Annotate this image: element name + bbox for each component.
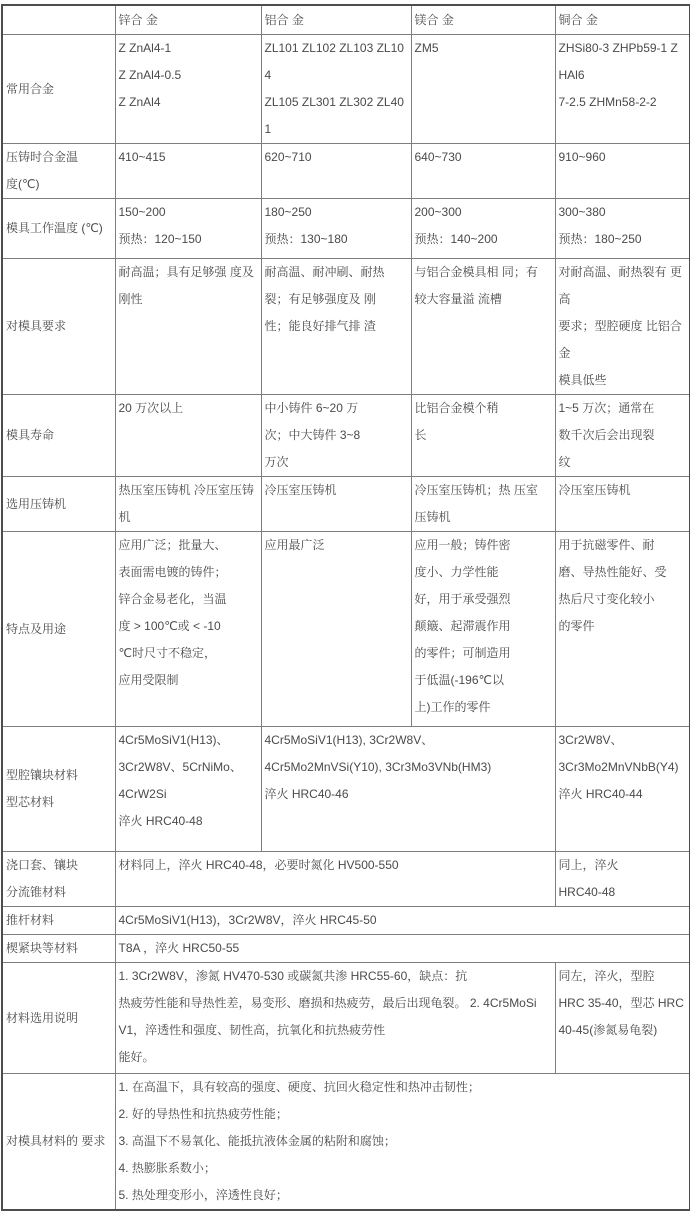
die-casting-alloy-table	[1, 4, 690, 1211]
row-mold-working-temp	[2, 199, 690, 259]
row-label-mold-material-requirements: 对模具材料的 要求	[2, 1074, 115, 1211]
cell-sprue-bush-spreader-zn-al-mg: 材料同上，淬火 HRC40-48，必要时氮化 HV500-550	[115, 852, 555, 907]
cell-ejector-pin-all: 4Cr5MoSiV1(H13)，3Cr2W8V，淬火 HRC45-50	[115, 907, 690, 935]
row-label-mold-requirements: 对模具要求	[2, 259, 115, 395]
row-mold-material-requirements	[2, 1074, 690, 1211]
row-label-features-usage: 特点及用途	[2, 532, 115, 727]
row-label-ejector-pin: 推杆材料	[2, 907, 115, 935]
cell-material-selection-notes-zn-al-mg: 1. 3Cr2W8V，渗氮 HV470-530 或碳氮共渗 HRC55-60，缺点：抗 热疲劳性能和导热性差，易变形、磨损和热疲劳，最后出现龟裂。 2. 4Cr5MoSi V1，淬透性和强度、韧性高，抗氧化和抗热疲劳性 能好。	[115, 963, 555, 1074]
column-header-copper: 铜合 金	[555, 5, 690, 35]
cell-features-usage-copper: 用于抗磁零件、耐 磨、导热性能好、受 热后尺寸变化较小 的零件	[555, 532, 690, 727]
cell-mold-life-aluminum: 中小铸件 6~20 万 次；中大铸件 3~8 万次	[261, 395, 411, 477]
row-label-material-selection-notes: 材料选用说明	[2, 963, 115, 1074]
row-common-alloys	[2, 35, 690, 144]
cell-mold-working-temp-copper: 300~380 预热：180~250	[555, 199, 690, 259]
row-label-mold-working-temp: 模具工作温度 (℃)	[2, 199, 115, 259]
cell-mold-working-temp-aluminum: 180~250 预热：130~180	[261, 199, 411, 259]
column-header-zinc: 锌合 金	[115, 5, 261, 35]
row-wedge-block	[2, 935, 690, 963]
row-material-selection-notes	[2, 963, 690, 1074]
cell-mold-life-zinc: 20 万次以上	[115, 395, 261, 477]
cell-features-usage-magnesium: 应用一般；铸件密 度小、力学性能 好，用于承受强烈 颠簸、起滞震作用 的零件；可制造用 于低温(-196℃以 上)工作的零件	[411, 532, 555, 727]
cell-mold-requirements-magnesium: 与铝合金模具相 同；有 较大容量溢 流槽	[411, 259, 555, 395]
row-ejector-pin	[2, 907, 690, 935]
row-casting-temp	[2, 144, 690, 199]
row-mold-life	[2, 395, 690, 477]
row-features-usage	[2, 532, 690, 727]
row-cavity-insert-core	[2, 727, 690, 852]
cell-mold-requirements-copper: 对耐高温、耐热裂有 更高 要求；型腔硬度 比铝合金 模具低些	[555, 259, 690, 395]
cell-common-alloys-aluminum: ZL101 ZL102 ZL103 ZL104 ZL105 ZL301 ZL302 ZL401	[261, 35, 411, 144]
row-label-cavity-insert-core: 型腔镶块材料 型芯材料	[2, 727, 115, 852]
cell-mold-life-magnesium: 比铝合金模个稍 长	[411, 395, 555, 477]
row-label-casting-temp: 压铸时合金温 度(℃)	[2, 144, 115, 199]
cell-casting-temp-copper: 910~960	[555, 144, 690, 199]
cell-cavity-insert-core-aluminum-magnesium: 4Cr5MoSiV1(H13), 3Cr2W8V、 4Cr5Mo2MnVSi(Y10), 3Cr3Mo3VNb(HM3) 淬火 HRC40-46	[261, 727, 555, 852]
cell-mold-material-requirements-all: 1. 在高温下，具有较高的强度、硬度、抗回火稳定性和热冲击韧性； 2. 好的导热性和抗热疲劳性能； 3. 高温下不易氧化、能抵抗液体金属的粘附和腐蚀； 4. 热膨胀系数小； 5. 热处理变形小，淬透性良好；	[115, 1074, 690, 1211]
row-mold-requirements	[2, 259, 690, 395]
cell-features-usage-zinc: 应用广泛；批量大、 表面需电镀的铸件； 锌合金易老化，当温 度 > 100℃或 < -10 ℃时尺寸不稳定， 应用受限制	[115, 532, 261, 727]
cell-cavity-insert-core-zinc: 4Cr5MoSiV1(H13)、 3Cr2W8V、5CrNiMo、 4CrW2Si 淬火 HRC40-48	[115, 727, 261, 852]
cell-mold-working-temp-magnesium: 200~300 预热：140~200	[411, 199, 555, 259]
cell-sprue-bush-spreader-copper: 同上，淬火 HRC40-48	[555, 852, 690, 907]
row-label-machine-selection: 选用压铸机	[2, 477, 115, 532]
column-header-aluminum: 铝合 金	[261, 5, 411, 35]
cell-material-selection-notes-copper: 同左，淬火，型腔 HRC 35-40，型芯 HRC 40-45(渗氮易龟裂)	[555, 963, 690, 1074]
cell-common-alloys-copper: ZHSi80-3 ZHPb59-1 ZHAl6 7-2.5 ZHMn58-2-2	[555, 35, 690, 144]
cell-casting-temp-zinc: 410~415	[115, 144, 261, 199]
corner-cell	[2, 5, 115, 35]
row-sprue-bush-spreader	[2, 852, 690, 907]
header-row	[2, 5, 690, 35]
cell-machine-selection-zinc: 热压室压铸机 冷压室压铸 机	[115, 477, 261, 532]
cell-machine-selection-copper: 冷压室压铸机	[555, 477, 690, 532]
cell-cavity-insert-core-copper: 3Cr2W8V、 3Cr3Mo2MnVNbB(Y4) 淬火 HRC40-44	[555, 727, 690, 852]
cell-wedge-block-all: T8A ，淬火 HRC50-55	[115, 935, 690, 963]
row-machine-selection	[2, 477, 690, 532]
cell-machine-selection-magnesium: 冷压室压铸机；热 压室 压铸机	[411, 477, 555, 532]
cell-casting-temp-magnesium: 640~730	[411, 144, 555, 199]
row-label-wedge-block: 楔紧块等材料	[2, 935, 115, 963]
cell-mold-requirements-aluminum: 耐高温、耐冲刷、耐热 裂；有足够强度及 刚 性；能良好排气排 渣	[261, 259, 411, 395]
cell-machine-selection-aluminum: 冷压室压铸机	[261, 477, 411, 532]
row-label-sprue-bush-spreader: 浇口套、镶块 分流锥材料	[2, 852, 115, 907]
cell-mold-requirements-zinc: 耐高温；具有足够强 度及 刚性	[115, 259, 261, 395]
cell-mold-working-temp-zinc: 150~200 预热：120~150	[115, 199, 261, 259]
cell-common-alloys-zinc: Z ZnAl4-1 Z ZnAl4-0.5 Z ZnAl4	[115, 35, 261, 144]
cell-casting-temp-aluminum: 620~710	[261, 144, 411, 199]
row-label-common-alloys: 常用合金	[2, 35, 115, 144]
cell-common-alloys-magnesium: ZM5	[411, 35, 555, 144]
column-header-magnesium: 镁合 金	[411, 5, 555, 35]
cell-features-usage-aluminum: 应用最广泛	[261, 532, 411, 727]
row-label-mold-life: 模具寿命	[2, 395, 115, 477]
cell-mold-life-copper: 1~5 万次；通常在 数千次后会出现裂 纹	[555, 395, 690, 477]
